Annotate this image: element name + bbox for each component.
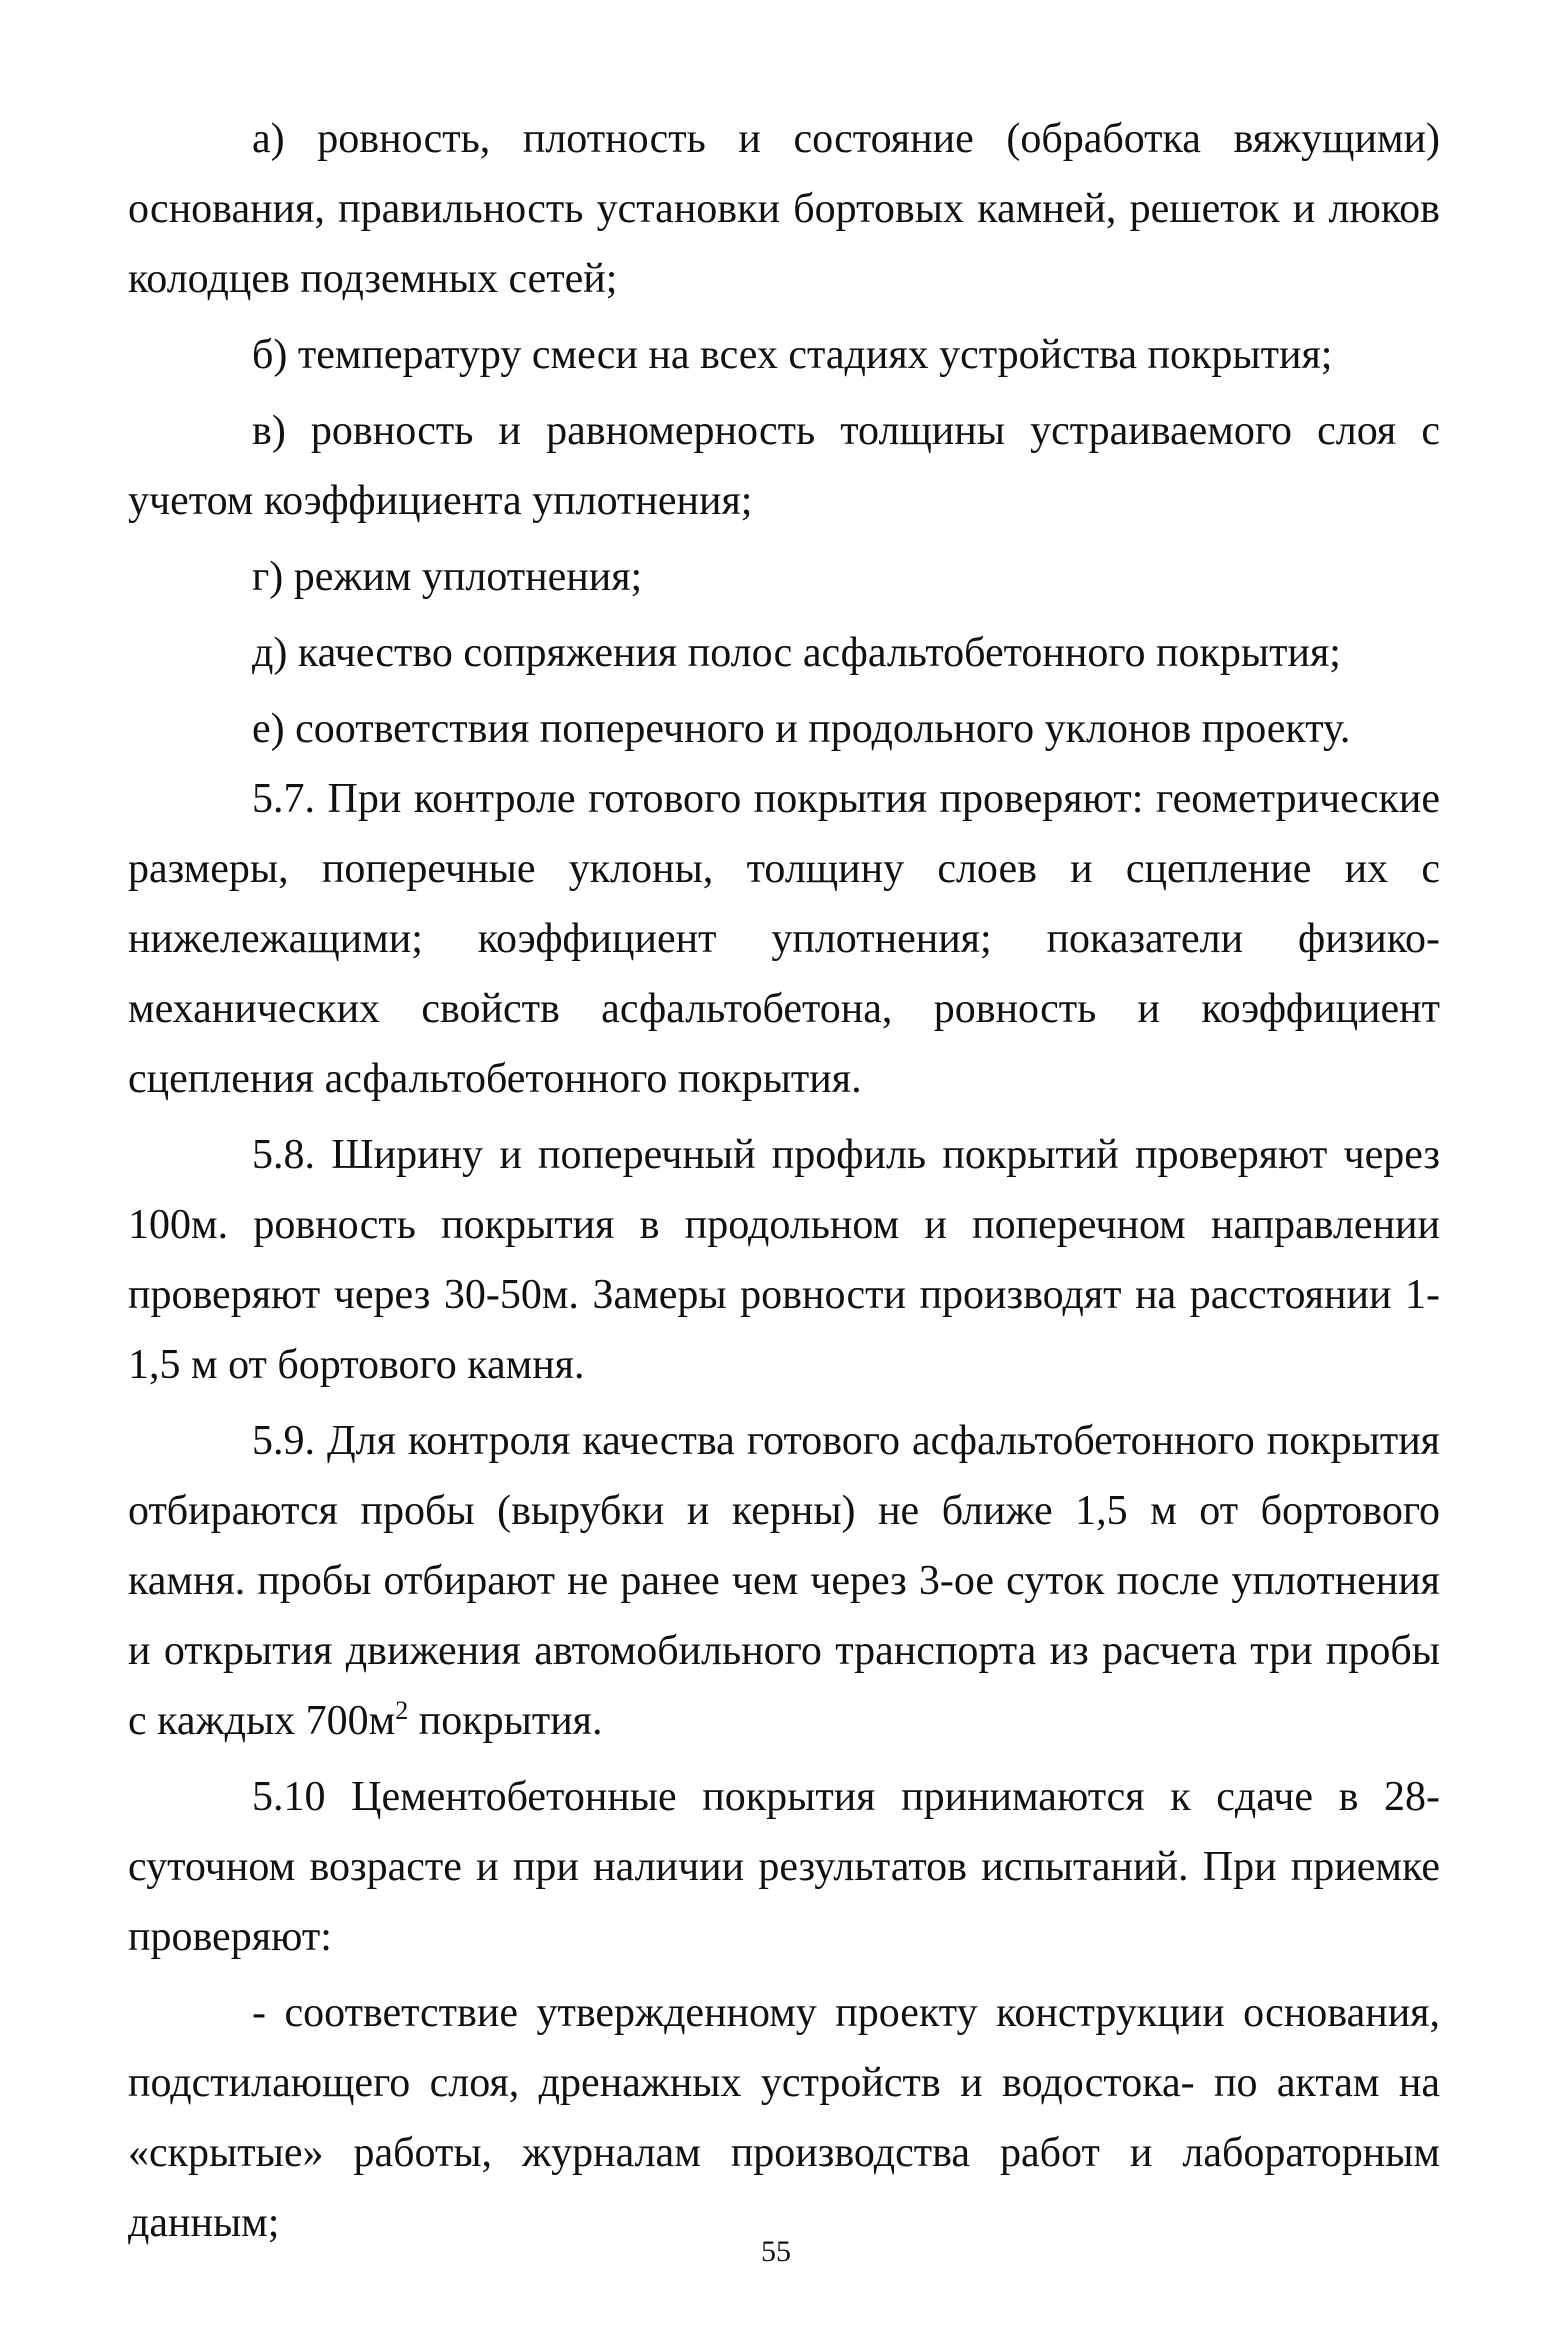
clause-5-8: 5.8. Ширину и поперечный профиль покрытий проверяют через 100м. ровность покрытия в продольном и поперечном направлении проверяют через 30-50м. Замеры ровности производят на расстоянии 1-1,5 м от бортового камня.: [128, 1132, 1440, 1388]
clause-5-9-area: 700м: [305, 1698, 396, 1744]
list-item-a: а) ровность, плотность и состояние (обработка вяжущими) основания, правильность установки бортовых камней, решеток и люков колодцев подземных сетей;: [128, 116, 1440, 302]
list-item-d: д) качество сопряжения полос асфальтобетонного покрытия;: [252, 630, 1341, 676]
clause-5-10: 5.10 Цементобетонные покрытия принимаются к сдаче в 28-суточном возрасте и при наличии результатов испытаний. При приемке проверяют:: [128, 1774, 1440, 1960]
list-item-e: е) соответствия поперечного и продольного уклонов проекту.: [252, 706, 1351, 752]
list-item-b: б) температуру смеси на всех стадиях устройства покрытия;: [252, 332, 1333, 378]
clause-5-7: 5.7. При контроле готового покрытия проверяют: геометрические размеры, поперечные уклоны, толщину слоев и сцепление их с нижележащими; коэффициент уплотнения; показатели физико-механических свойств асфальтобетона, ровность и коэффициент сцепления асфальтобетонного покрытия.: [128, 776, 1440, 1102]
list-item-g: г) режим уплотнения;: [252, 554, 643, 600]
bullet-item-1: - соответствие утвержденному проекту конструкции основания, подстилающего слоя, дренажных устройств и водостока- по актам на «скрытые» работы, журналам производства работ и лабораторным данным;: [128, 1990, 1440, 2246]
body-text: [128, 104, 1440, 2258]
clause-5-9-text: 5.9. Для контроля качества готового асфальтобетонного покрытия отбираются пробы (вырубки и керны) не ближе 1,5 м от бортового камня. пробы отбирают не ранее чем через 3-ое суток после уплотнения и открытия движения автомобильного транспорта из расчета три пробы с каждых: [128, 1418, 1440, 1744]
clause-5-9-tail: покрытия.: [408, 1698, 603, 1744]
clause-5-9: [128, 1406, 1440, 1756]
clause-5-9-area-exponent: 2: [395, 1696, 409, 1725]
list-item-v: в) ровность и равномерность толщины устраиваемого слоя с учетом коэффициента уплотнения;: [128, 408, 1440, 524]
page-number: 55: [761, 2235, 791, 2268]
